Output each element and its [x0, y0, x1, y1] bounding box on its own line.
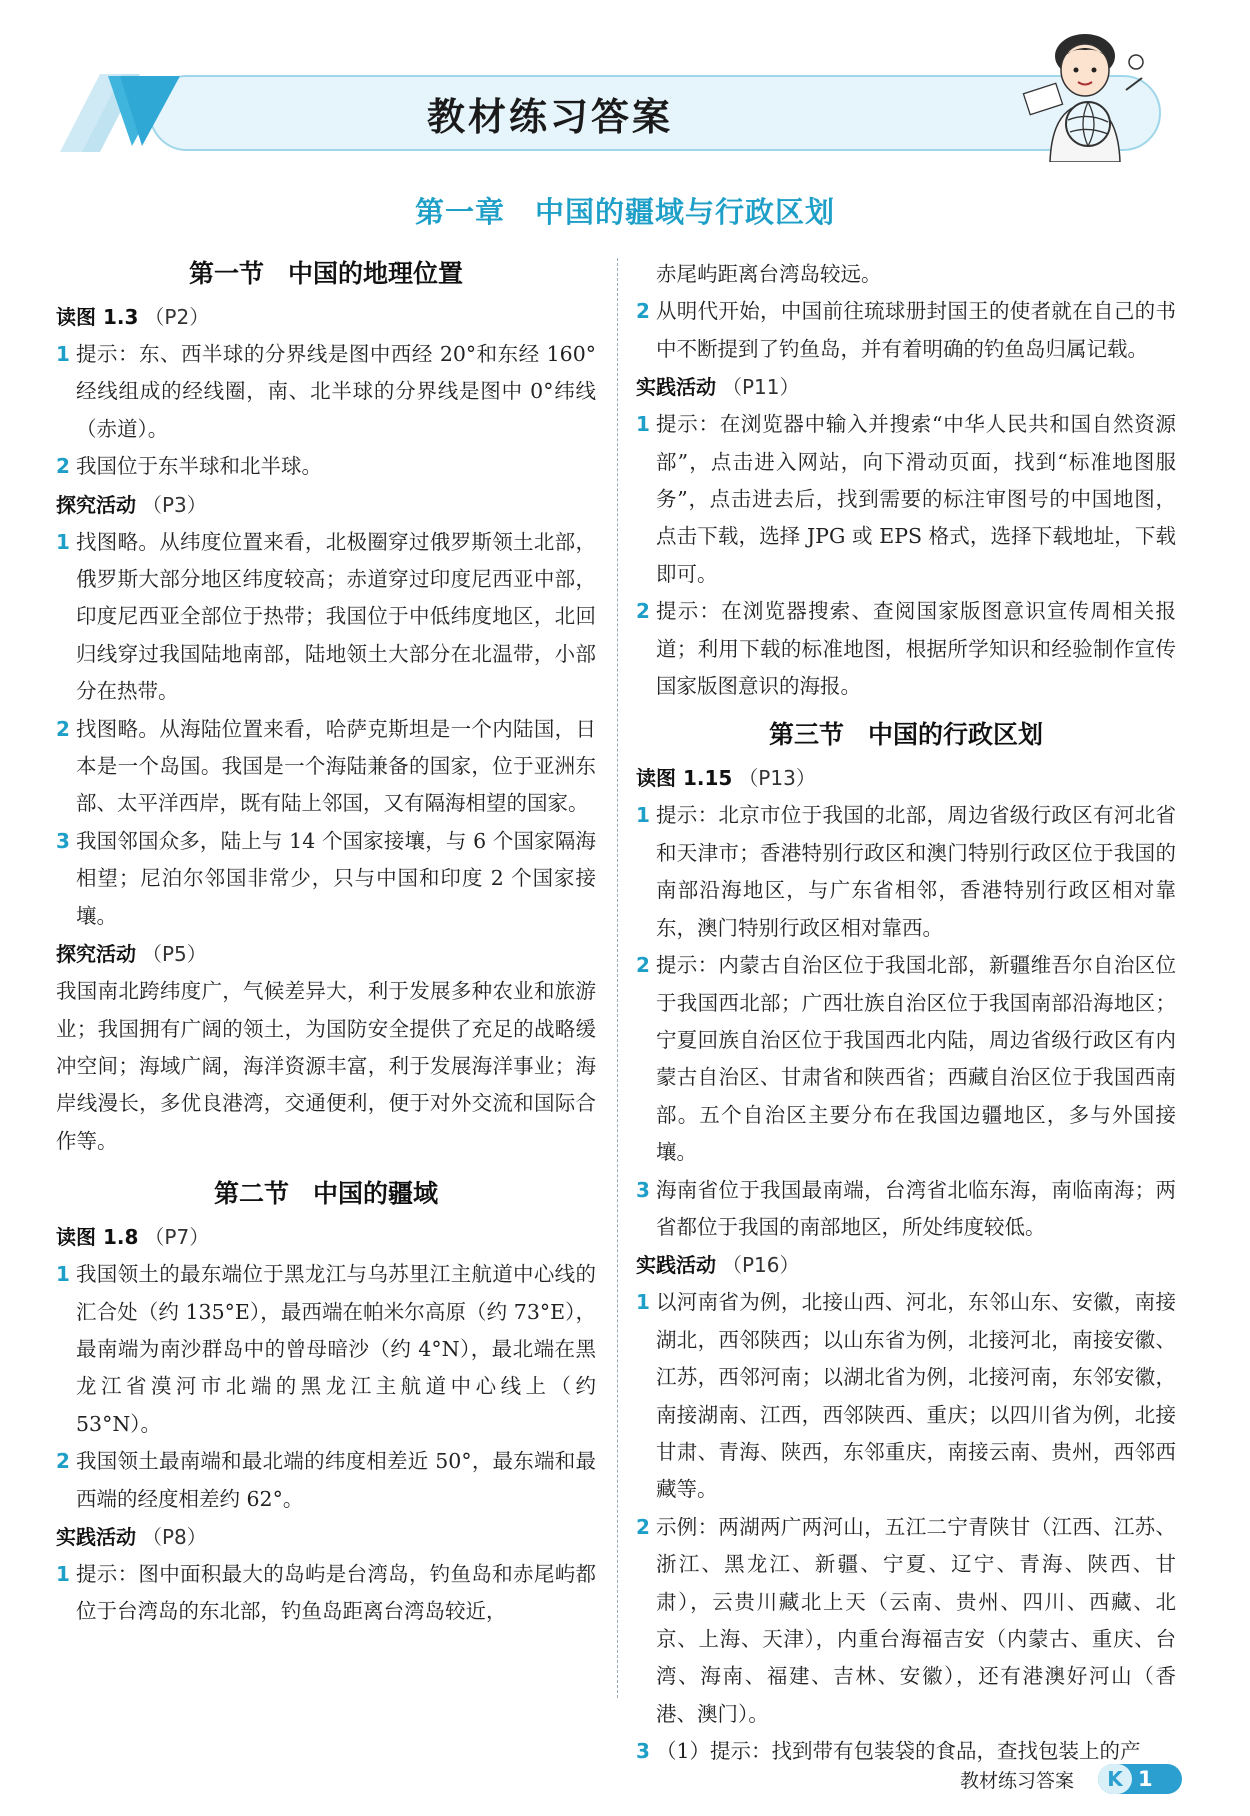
column-divider [617, 258, 618, 1698]
answer-number: 2 [56, 1449, 70, 1474]
subsection-heading [56, 1518, 596, 1556]
answer-item [636, 593, 1176, 705]
answer-number: 3 [636, 1739, 650, 1764]
answer-text: 提示：图中面积最大的岛屿是台湾岛，钓鱼岛和赤尾屿都位于台湾岛的东北部，钓鱼岛距离台湾岛较近， [76, 1561, 596, 1624]
answer-text: 我国领土的最东端位于黑龙江与乌苏里江主航道中心线的汇合处（约 135°E），最西端在帕米尔高原（约 73°E），最南端为南沙群岛中的曾母暗沙（约 4°N），最北端在黑龙江省漠河市北端的黑龙江主航道中心线上（约 53°N）。 [76, 1262, 596, 1436]
answer-text: 我国领土最南端和最北端的纬度相差近 50°，最东端和最西端的经度相差约 62°。 [76, 1449, 596, 1511]
answer-text: 提示：东、西半球的分界线是图中西经 20°和东经 160°经线组成的经线圈，南、北半球的分界线是图中 0°纬线（赤道）。 [76, 342, 596, 441]
answer-item [636, 1733, 1176, 1770]
answer-text: 从明代开始，中国前往琉球册封国王的使者就在自己的书中不断提到了钓鱼岛，并有着明确的钓鱼岛归属记载。 [656, 299, 1176, 361]
answer-list [56, 524, 596, 935]
answer-item [56, 1256, 596, 1443]
answer-number: 2 [636, 1514, 650, 1539]
answer-item [636, 1172, 1176, 1247]
section-title [56, 252, 596, 296]
page-ref: （P3） [142, 492, 207, 517]
answer-number: 2 [636, 299, 650, 324]
answer-item [56, 336, 596, 448]
answer-number: 2 [636, 599, 650, 624]
page-ref: （P8） [142, 1524, 207, 1549]
page-number-badge [1098, 1764, 1182, 1794]
answer-list [636, 1284, 1176, 1770]
answer-item [636, 947, 1176, 1171]
page-ref: （P13） [738, 766, 816, 791]
answer-item [56, 1556, 596, 1631]
subsection-heading [56, 1218, 596, 1256]
answer-text: 以河南省为例，北接山西、河北，东邻山东、安徽，南接湖北，西邻陕西；以山东省为例，北接河北，南接安徽、江苏，西邻河南；以湖北省为例，北接河南，东邻安徽，南接湖南、江西，西邻陕西、重庆；以四川省为例，北接甘肃、青海、陕西，东邻重庆，南接云南、贵州，西邻西藏等。 [656, 1290, 1176, 1502]
chapter-title [0, 190, 1250, 231]
section-name: 中国的疆域 [313, 1179, 439, 1209]
continued-text: 赤尾屿距离台湾岛较远。 [656, 262, 882, 286]
answer-item [56, 448, 596, 485]
answer-text: 海南省位于我国最南端，台湾省北临东海，南临南海；两省都位于我国的南部地区，所处纬度较低。 [656, 1177, 1176, 1239]
right-column [636, 256, 1176, 1771]
subsection-heading [56, 486, 596, 524]
footer-label: 教材练习答案 [960, 1770, 1075, 1792]
answer-item [56, 711, 596, 823]
answer-list [56, 1256, 596, 1518]
answer-text: 找图略。从纬度位置来看，北极圈穿过俄罗斯领土北部，俄罗斯大部分地区纬度较高；赤道穿过印度尼西亚中部，印度尼西亚全部位于热带；我国位于中低纬度地区，北回归线穿过我国陆地南部，陆地领土大部分在北温带，小部分在热带。 [76, 529, 596, 704]
subsection-title: 读图 1.3 [56, 305, 139, 329]
subsection-heading [56, 298, 596, 336]
section-label: 第一节 [188, 259, 264, 288]
subsection-title: 探究活动 [56, 942, 136, 967]
answer-number: 1 [636, 412, 650, 437]
answer-item [56, 823, 596, 935]
subsection-title: 实践活动 [56, 1524, 136, 1549]
answer-text: 提示：在浏览器搜索、查阅国家版图意识宣传周相关报道；利用下载的标准地图，根据所学知识和经验制作宣传国家版图意识的海报。 [656, 599, 1176, 699]
page-ref: （P7） [144, 1225, 210, 1250]
section-label: 第二节 [213, 1179, 289, 1209]
answer-number: 1 [636, 1290, 650, 1315]
answer-text: （1）提示：找到带有包装袋的食品，查找包装上的产 [656, 1739, 1141, 1764]
answer-item [636, 1284, 1176, 1508]
answer-text: 提示：内蒙古自治区位于我国北部，新疆维吾尔自治区位于我国西北部；广西壮族自治区位于我国南部沿海地区；宁夏回族自治区位于我国西北内陆，周边省级行政区有内蒙古自治区、甘肃省和陕西省；西藏自治区位于我国西南部。五个自治区主要分布在我国边疆地区，多与外国接壤。 [656, 953, 1176, 1165]
answer-number: 1 [636, 803, 650, 828]
answer-number: 1 [56, 1561, 70, 1586]
answer-item [636, 797, 1176, 947]
answer-number: 3 [56, 828, 70, 853]
answer-item [56, 524, 596, 711]
answer-text: 提示：北京市位于我国的北部，周边省级行政区有河北省和天津市；香港特别行政区和澳门特别行政区位于我国的南部沿海地区，与广东省相邻，香港特别行政区相对靠东，澳门特别行政区相对靠西。 [656, 803, 1176, 940]
answer-paragraph: 我国南北跨纬度广，气候差异大，利于发展多种农业和旅游业；我国拥有广阔的领土，为国防安全提供了充足的战略缓冲空间；海域广阔，海洋资源丰富，利于发展海洋事业；海岸线漫长，多优良港湾，交通便利，便于对外交流和国际合作等。 [56, 979, 596, 1153]
answer-text: 提示：在浏览器中输入并搜索“中华人民共和国自然资源部”，点击进入网站，向下滑动页面，找到“标准地图服务”，点击进去后，找到需要的标注审图号的中国地图，点击下载，选择 JPG 或 EPS 格式，选择下载地址，下载即可。 [656, 412, 1176, 586]
page-ref: （P5） [142, 942, 207, 967]
section-name: 中国的行政区划 [868, 720, 1044, 750]
page-title: 教材练习答案 [426, 95, 673, 139]
answer-number: 3 [636, 1177, 650, 1202]
answer-item [56, 1443, 596, 1518]
answer-number: 2 [56, 454, 70, 479]
section-title [56, 1172, 596, 1216]
subsection-title: 实践活动 [636, 375, 716, 400]
answer-number: 2 [56, 716, 70, 741]
answer-text: 找图略。从海陆位置来看，哈萨克斯坦是一个内陆国，日本是一个岛国。我国是一个海陆兼备的国家，位于亚洲东部、太平洋西岸，既有陆上邻国，又有隔海相望的国家。 [76, 716, 596, 816]
page-number: 1 [1138, 1767, 1153, 1791]
page-ref: （P11） [722, 375, 800, 400]
subsection-title: 实践活动 [636, 1253, 716, 1278]
answer-list [56, 336, 596, 486]
subsection-heading [636, 1246, 1176, 1284]
subsection-heading [56, 935, 596, 973]
subsection-title: 读图 1.8 [56, 1225, 139, 1250]
subsection-heading [636, 368, 1176, 406]
answer-number: 1 [56, 529, 70, 554]
answer-list [56, 1556, 596, 1631]
answer-item [636, 293, 1176, 368]
section-label: 第三节 [768, 720, 844, 750]
student-globe-illustration [1010, 30, 1160, 162]
page-ref: （P2） [144, 305, 210, 329]
answer-list [636, 293, 1176, 368]
chapter-name: 中国的疆域与行政区划 [535, 195, 836, 229]
answer-text: 我国邻国众多，陆上与 14 个国家接壤，与 6 个国家隔海相望；尼泊尔邻国非常少，只与中国和印度 2 个国家接壤。 [76, 828, 596, 928]
page-ref: （P16） [722, 1253, 800, 1278]
answer-number: 1 [56, 1262, 70, 1287]
section-name: 中国的地理位置 [288, 259, 464, 288]
answer-number: 2 [636, 953, 650, 978]
answer-text: 我国位于东半球和北半球。 [76, 454, 322, 479]
answer-list [636, 406, 1176, 705]
subsection-title: 探究活动 [56, 492, 136, 517]
left-column [56, 252, 596, 1631]
answer-list [636, 797, 1176, 1246]
answer-number: 1 [56, 342, 70, 366]
subsection-title: 读图 1.15 [636, 766, 733, 791]
chapter-label: 第一章 [414, 195, 505, 229]
answer-item [636, 406, 1176, 593]
answer-text: 示例：两湖两广两河山，五江二宁青陕甘（江西、江苏、浙江、黑龙江、新疆、宁夏、辽宁、青海、陕西、甘肃），云贵川藏北上天（云南、贵州、四川、西藏、北京、上海、天津），内重台海福吉安（内蒙古、重庆、台湾、海南、福建、吉林、安徽），还有港澳好河山（香港、澳门）。 [656, 1514, 1176, 1726]
subsection-heading [636, 759, 1176, 797]
section-title [636, 713, 1176, 757]
badge-letter: K [1098, 1764, 1132, 1794]
answer-item [636, 1509, 1176, 1733]
